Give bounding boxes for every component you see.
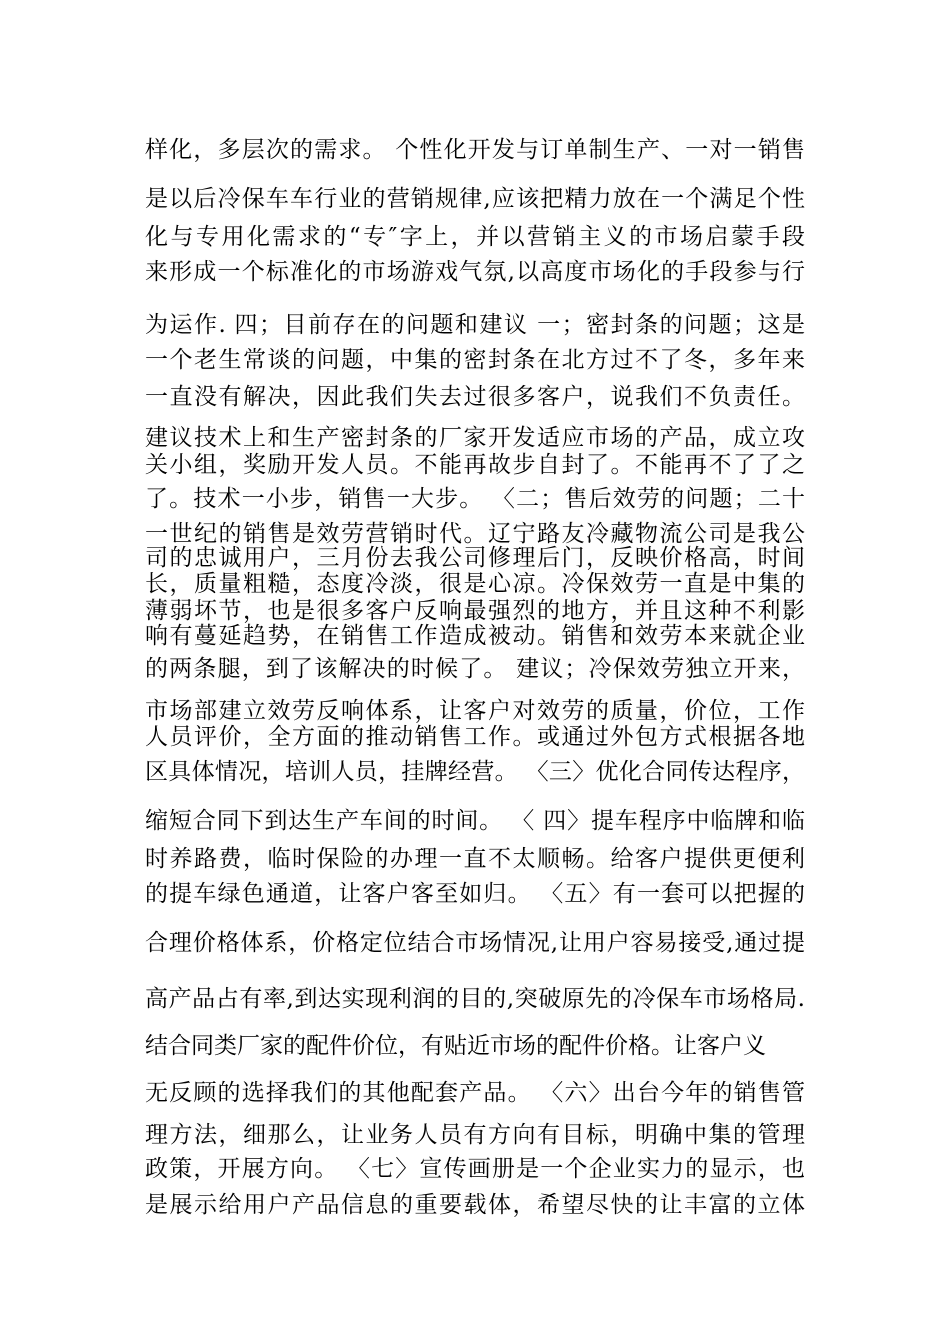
text-line: 理方法，细那么，让业务人员有方向有目标，明确中集的管理 [145,1122,805,1148]
text-line: 建议技术上和生产密封条的厂家开发适应市场的产品，成立攻 [145,425,805,451]
text-line: 时养路费，临时保险的办理一直不太顺畅。给客户提供更便利 [145,846,805,872]
text-line: 关小组，奖励开发人员。不能再故步自封了。不能再不了了之 [145,452,805,478]
text-line: 合理价格体系，价格定位结合市场情况,让用户容易接受,通过提 [145,930,805,956]
text-line: 是展示给用户产品信息的重要载体，希望尽快的让丰富的立体 [145,1192,805,1218]
text-line: 为运作. 四；目前存在的问题和建议 一；密封条的问题；这是 [145,312,805,338]
text-line: 司的忠诚用户，三月份去我公司修理后门，反映价格高，时间 [145,545,805,571]
text-line: 政策，开展方向。 〈七〉宣传画册是一个企业实力的显示，也 [145,1156,805,1182]
text-line: 结合同类厂家的配件价位，有贴近市场的配件价格。让客户义 [145,1033,766,1059]
text-line: 区具体情况，培训人员，挂牌经营。 〈三〉优化合同传达程序， [145,759,805,785]
text-line: 薄弱坏节，也是很多客户反响最强烈的地方，并且这种不利影 [145,598,805,624]
text-line: 是以后冷保车车行业的营销规律,应该把精力放在一个满足个性 [145,186,805,212]
text-line: 高产品占有率,到达实现利润的目的,突破原先的冷保车市场格局. [145,986,805,1012]
text-line: 化与专用化需求的“专″字上，并以营销主义的市场启蒙手段 [145,224,805,250]
text-line: 一直没有解决，因此我们失去过很多客户，说我们不负责任。 [145,384,805,410]
text-line: 长，质量粗糙，态度冷淡，很是心凉。冷保效劳一直是中集的 [145,571,805,597]
text-line: 无反顾的选择我们的其他配套产品。 〈六〉出台今年的销售管 [145,1080,805,1106]
text-line: 的提车绿色通道，让客户客至如归。 〈五〉有一套可以把握的 [145,881,805,907]
text-line: 市场部建立效劳反响体系，让客户对效劳的质量，价位，工作 [145,698,805,724]
text-line: 了。技术一小步，销售一大步。 〈二；售后效劳的问题；二十 [145,486,805,512]
text-line: 一个老生常谈的问题，中集的密封条在北方过不了冬，多年来 [145,347,805,373]
text-line: 人员评价，全方面的推动销售工作。或通过外包方式根据各地 [145,724,805,750]
text-line: 缩短合同下到达生产车间的时间。 〈 四〉提车程序中临牌和临 [145,808,805,834]
text-line: 响有蔓延趋势，在销售工作造成被动。销售和效劳本来就企业 [145,623,805,649]
text-line: 样化，多层次的需求。 个性化开发与订单制生产、一对一销售 [145,137,805,163]
text-line: 来形成一个标准化的市场游戏气氛,以高度市场化的手段参与行 [145,259,805,285]
text-line: 的两条腿，到了该解决的时候了。 建议；冷保效劳独立开来， [145,656,805,682]
text-line: 一世纪的销售是效劳营销时代。辽宁路友冷藏物流公司是我公 [145,521,805,547]
